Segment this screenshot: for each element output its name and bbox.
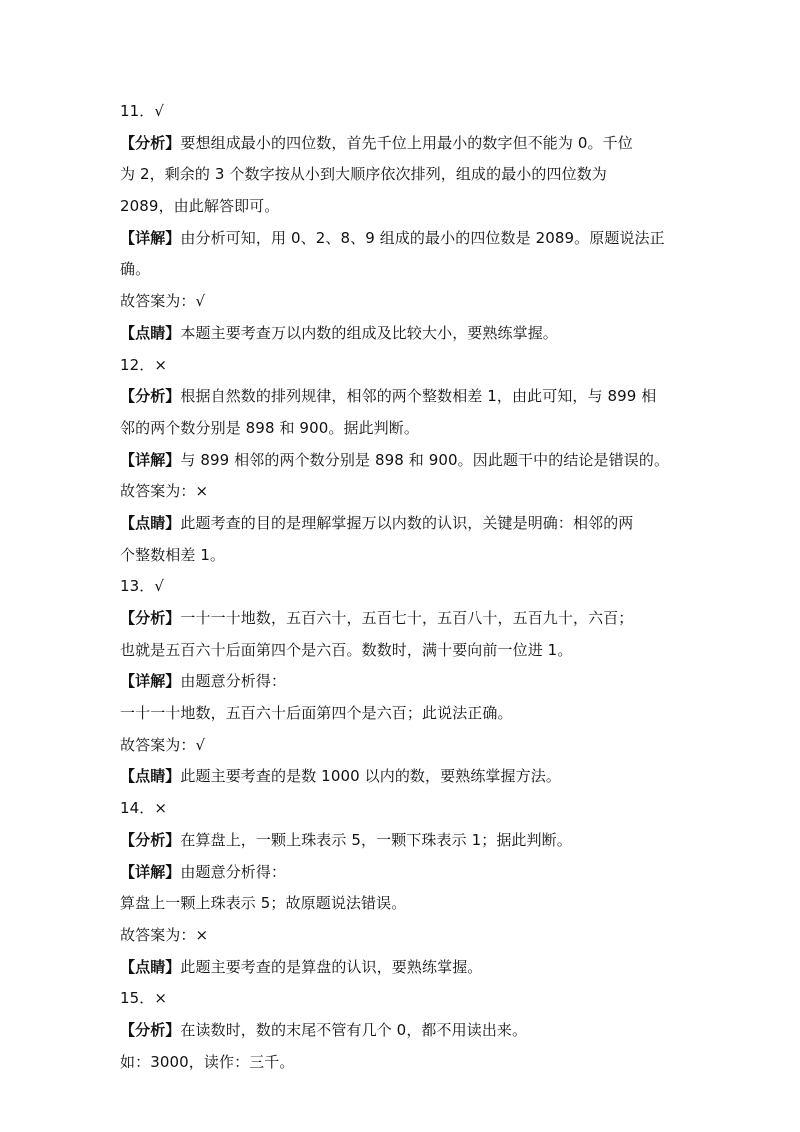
text-line xyxy=(120,96,690,128)
line-text: 2089，由此解答即可。 xyxy=(120,197,280,216)
line-text: 由题意分析得： xyxy=(180,862,287,881)
text-line xyxy=(120,540,690,572)
section-tag: 【分析】 xyxy=(120,1020,181,1039)
line-text: 14．× xyxy=(120,799,168,818)
text-line xyxy=(120,888,690,920)
section-tag: 【分析】 xyxy=(120,387,181,406)
line-text: 如：3000，读作：三千。 xyxy=(120,1052,295,1071)
text-line xyxy=(120,223,690,255)
line-text: 12．× xyxy=(120,355,168,374)
section-tag: 【详解】 xyxy=(120,450,181,469)
text-line xyxy=(120,761,690,793)
text-line xyxy=(120,571,690,603)
line-text: 一十一十地数，五百六十，五百七十，五百八十，五百九十，六百； xyxy=(180,609,634,627)
section-tag: 【点睛】 xyxy=(120,323,181,342)
text-line xyxy=(120,476,690,508)
text-line xyxy=(120,1047,690,1079)
text-line xyxy=(120,159,690,191)
line-text: 由题意分析得： xyxy=(180,672,287,691)
text-line xyxy=(120,603,690,635)
answer-text-block xyxy=(120,96,690,1078)
text-line xyxy=(120,413,690,445)
text-line xyxy=(120,350,690,382)
line-text: 确。 xyxy=(120,260,151,279)
section-tag: 【详解】 xyxy=(120,672,181,691)
text-line xyxy=(120,666,690,698)
line-text: 算盘上一颗上珠表示 5；故原题说法错误。 xyxy=(120,894,407,913)
line-text: 故答案为：√ xyxy=(120,292,206,311)
line-text: 13．√ xyxy=(120,577,165,596)
line-text: 故答案为：√ xyxy=(120,735,206,754)
line-text: 在读数时，数的末尾不管有几个 0，都不用读出来。 xyxy=(180,1020,528,1039)
section-tag: 【点睛】 xyxy=(120,957,181,976)
line-text: 此题主要考查的是数 1000 以内的数，要熟练掌握方法。 xyxy=(180,767,561,786)
text-line xyxy=(120,857,690,889)
section-tag: 【分析】 xyxy=(120,133,181,152)
text-line xyxy=(120,318,690,350)
line-text: 在算盘上，一颗上珠表示 5，一颗下珠表示 1；据此判断。 xyxy=(180,830,572,849)
line-text: 也就是五百六十后面第四个是六百。数数时，满十要向前一位进 1。 xyxy=(120,640,573,659)
line-text: 与 899 相邻的两个数分别是 898 和 900。因此题干中的结论是错误的。 xyxy=(180,450,670,469)
text-line xyxy=(120,793,690,825)
section-tag: 【详解】 xyxy=(120,862,181,881)
text-line xyxy=(120,191,690,223)
line-text: 故答案为：× xyxy=(120,482,209,501)
section-tag: 【点睛】 xyxy=(120,513,181,532)
section-tag: 【点睛】 xyxy=(120,767,181,786)
section-tag: 【分析】 xyxy=(120,830,181,849)
section-tag: 【详解】 xyxy=(120,228,181,247)
text-line xyxy=(120,445,690,477)
line-text: 15．× xyxy=(120,989,168,1008)
text-line xyxy=(120,920,690,952)
text-line xyxy=(120,635,690,667)
text-line xyxy=(120,825,690,857)
line-text: 邻的两个数分别是 898 和 900。据此判断。 xyxy=(120,418,419,437)
text-line xyxy=(120,508,690,540)
line-text: 为 2，剩余的 3 个数字按从小到大顺序依次排列，组成的最小的四位数为 xyxy=(120,165,607,184)
line-text: 本题主要考查万以内数的组成及比较大小，要熟练掌握。 xyxy=(180,323,558,342)
line-text: 要想组成最小的四位数，首先千位上用最小的数字但不能为 0。千位 xyxy=(180,133,633,152)
text-line xyxy=(120,983,690,1015)
text-line xyxy=(120,698,690,730)
line-text: 一十一十地数，五百六十后面第四个是六百；此说法正确。 xyxy=(120,704,513,723)
line-text: 根据自然数的排列规律，相邻的两个整数相差 1，由此可知，与 899 相 xyxy=(180,387,657,406)
text-line xyxy=(120,730,690,762)
section-tag: 【分析】 xyxy=(120,609,181,627)
line-text: 故答案为：× xyxy=(120,925,209,944)
line-text: 此题主要考查的是算盘的认识，要熟练掌握。 xyxy=(180,957,483,976)
text-line xyxy=(120,952,690,984)
line-text: 由分析可知，用 0、2、8、9 组成的最小的四位数是 2089。原题说法正 xyxy=(180,228,665,247)
text-line xyxy=(120,1015,690,1047)
line-text: 个整数相差 1。 xyxy=(120,545,226,564)
text-line xyxy=(120,286,690,318)
line-text: 11．√ xyxy=(120,102,165,120)
text-line xyxy=(120,128,690,160)
line-text: 此题考查的目的是理解掌握万以内数的认识，关键是明确：相邻的两 xyxy=(180,513,634,532)
text-line xyxy=(120,381,690,413)
text-line xyxy=(120,254,690,286)
